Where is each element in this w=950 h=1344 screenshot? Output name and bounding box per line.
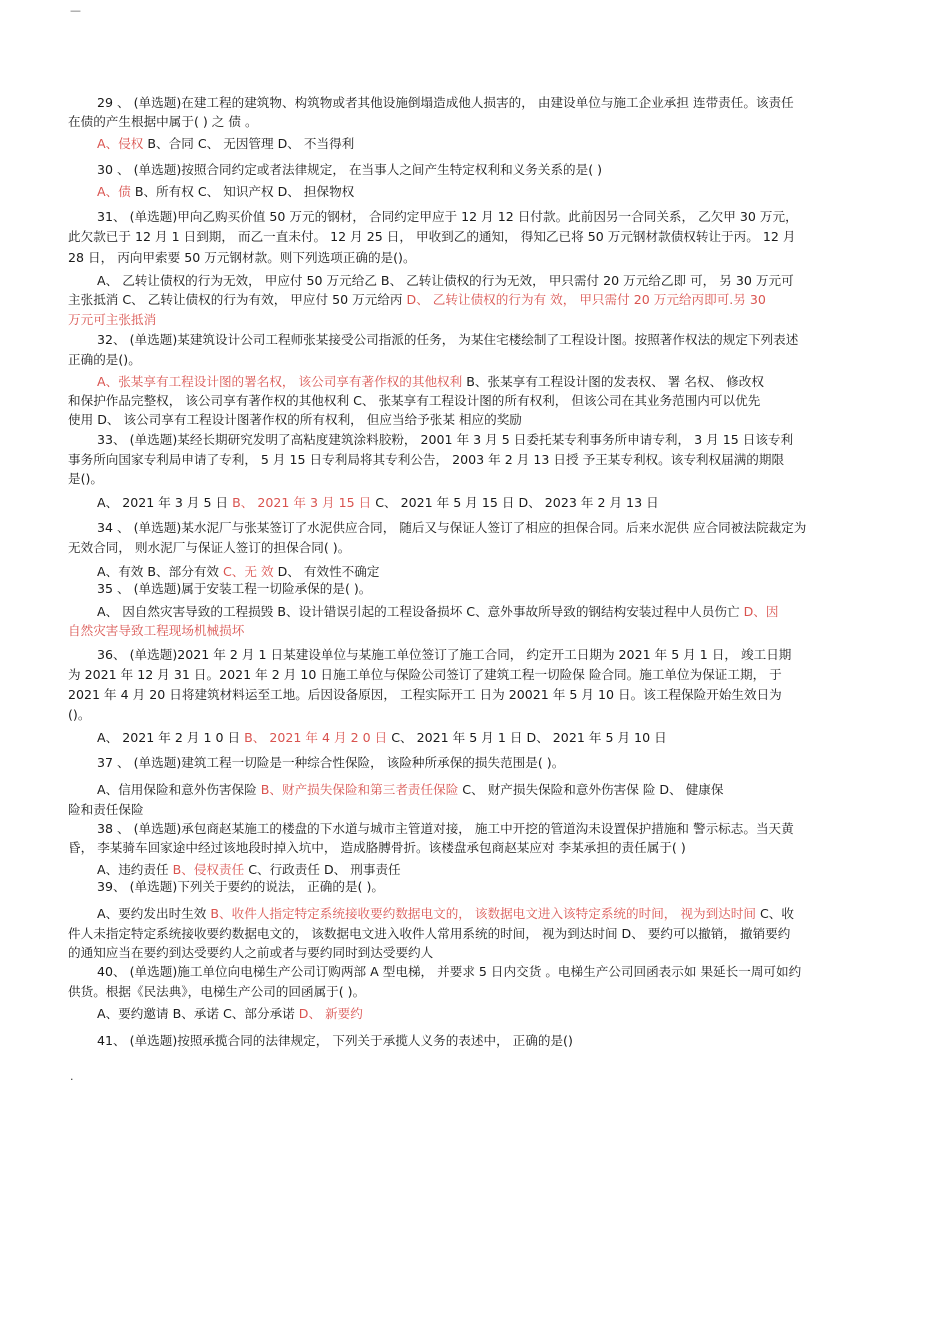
text-segment: 38 、 (单选题)承包商赵某施工的楼盘的下水道与城市主管道对接， 施工中开挖的管道沟未设置保护措施和 警示标志。当天黄 [97,821,794,836]
text-segment: C、收 [755,906,794,921]
text-line [68,838,686,858]
answer-highlight: D、因 [743,604,779,619]
text-segment: A、 2021 年 3 月 5 日 [97,495,233,510]
text-line [97,602,778,622]
text-segment: 28 日， 丙向甲索要 50 万元钢材款。则下列选项正确的是()。 [68,250,416,265]
text-segment: A、信用保险和意外伤害保险 [97,782,261,797]
text-line [68,538,350,558]
text-line [97,271,794,291]
text-segment: B、所有权 C、 知识产权 D、 担保物权 [130,184,355,199]
text-line [97,93,794,113]
text-segment: C、 财产损失保险和意外伤害保 险 D、 健康保 [458,782,724,797]
text-line [97,330,798,350]
answer-highlight: A、侵权 [97,136,144,151]
text-line [97,645,791,665]
text-segment: 37 、 (单选题)建筑工程一切险是一种综合性保险， 该险种所承保的损失范围是( )。 [97,755,565,770]
text-segment: 正确的是()。 [68,352,141,367]
text-segment: 36、 (单选题)2021 年 2 月 1 日某建设单位与某施工单位签订了施工合同， 约定开工日期为 2021 年 5 月 1 日， 竣工日期 [97,647,792,662]
answer-highlight: B、 2021 年 3 月 15 日 [232,495,372,510]
text-line [97,372,764,392]
text-line [97,753,564,773]
text-line [68,248,416,268]
text-line [97,962,801,982]
text-line [97,493,659,513]
text-segment: 主张抵消 C、 乙转让债权的行为有效， 甲应付 50 万元给丙 [68,292,407,307]
text-line [68,227,796,247]
text-line [68,391,760,411]
text-segment: 41、 (单选题)按照承揽合同的法律规定， 下列关于承揽人义务的表述中， 正确的是() [97,1033,573,1048]
text-line [68,112,258,132]
answer-highlight: B、 2021 年 4 月 2 0 日 [244,730,388,745]
answer-highlight: C、无 效 [223,564,274,579]
text-segment: 使用 D、 该公司享有工程设计图著作权的所有权利， 但应当给予张某 相应的奖励 [68,412,522,427]
answer-highlight: 万元可主张抵消 [68,312,157,327]
text-segment: 事务所向国家专利局申请了专利， 5 月 15 日专利局将其专利公告， 2003 年 2 月 13 日授 予王某专利权。该专利权届满的期限 [68,452,785,467]
text-segment: A、违约责任 [97,862,173,877]
text-segment: 32、 (单选题)某建筑设计公司工程师张某接受公司指派的任务， 为某住宅楼绘制了工程设计图。按照著作权法的规定下列表述 [97,332,799,347]
text-segment: C、 2021 年 5 月 15 日 D、 2023 年 2 月 13 日 [371,495,659,510]
answer-highlight: D、 乙转让债权的行为有 效， 甲只需付 20 万元给丙即可.另 30 [406,292,766,307]
text-line [68,982,365,1002]
text-segment: B、合同 C、 无因管理 D、 不当得利 [143,136,355,151]
text-line [97,1031,573,1051]
text-segment: 的通知应当在要约到达受要约人之前或者与要约同时到达受要约人 [68,945,434,960]
text-line [97,160,602,180]
text-segment: 供货。根据《民法典》，电梯生产公司的回函属于( )。 [68,984,366,999]
text-segment: 昏， 李某骑车回家途中经过该地段时掉入坑中， 造成胳膊骨折。该楼盘承包商赵某应对 李某承担的责任属于( ) [68,840,686,855]
text-line [97,579,371,599]
answer-highlight: A、债 [97,184,131,199]
text-segment: 此欠款已于 12 月 1 日到期， 而乙一直未付。 12 月 25 日， 甲收到乙的通知， 得知乙已将 50 万元钢材款债权转让于丙。 12 月 [68,229,796,244]
text-line [68,450,784,470]
text-segment: 和保护作品完整权， 该公司享有著作权的其他权利 C、 张某享有工程设计图的所有权利， 但该公司在其业务范围内可以优先 [68,393,761,408]
text-segment: 2021 年 4 月 20 日将建筑材料运至工地。后因设备原因， 工程实际开工 日为 20021 年 5 月 10 日。该工程保险开始生效日为 [68,687,782,702]
text-segment: 件人未指定特定系统接收要约数据电文的， 该数据电文进入收件人常用系统的时间， 视为到达时间 D、 要约可以撤销， 撤销要约 [68,926,791,941]
text-line [97,728,667,748]
text-line [97,430,793,450]
text-segment: C、行政责任 D、 刑事责任 [244,862,401,877]
text-segment: 险和责任保险 [68,802,144,817]
answer-highlight: 自然灾害导致工程现场机械损坏 [68,623,245,638]
text-segment: A、 2021 年 2 月 1 0 日 [97,730,245,745]
text-segment: B、张某享有工程设计图的发表权、 署 名权、 修改权 [462,374,764,389]
answer-highlight: B、财产损失保险和第三者责任保险 [260,782,459,797]
text-line [68,621,244,641]
answer-highlight: D、 新要约 [298,1006,363,1021]
answer-highlight: B、收件人指定特定系统接收要约数据电文的， 该数据电文进入该特定系统的时间， 视为到达时间 [210,906,756,921]
text-line [97,182,354,202]
text-segment: 34 、 (单选题)某水泥厂与张某签订了水泥供应合同， 随后又与保证人签订了相应的担保合同。后来水泥供 应合同被法院裁定为 [97,520,807,535]
text-segment: A、要约邀请 B、承诺 C、部分承诺 [97,1006,299,1021]
text-segment: A、 因自然灾害导致的工程损毁 B、设计错误引起的工程设备损坏 C、意外事故所导致的钢结构安装过程中人员伤亡 [97,604,744,619]
answer-highlight: B、侵权责任 [172,862,245,877]
text-line [68,685,782,705]
text-line [68,350,141,370]
text-line [97,780,724,800]
text-line [68,705,90,725]
text-segment: 35 、 (单选题)属于安装工程一切险承保的是( )。 [97,581,372,596]
text-segment: 40、 (单选题)施工单位向电梯生产公司订购两部 A 型电梯， 并要求 5 日内交货 。电梯生产公司回函表示如 果延长一周可如约 [97,964,802,979]
text-segment: 31、 (单选题)甲向乙购买价值 50 万元的钢材， 合同约定甲应于 12 月 12 日付款。此前因另一合同关系， 乙欠甲 30 万元， [97,209,798,224]
text-segment: C、 2021 年 5 月 1 日 D、 2021 年 5 月 10 日 [387,730,667,745]
text-line [68,924,790,944]
text-segment: 无效合同， 则水泥厂与保证人签订的担保合同( )。 [68,540,351,555]
corner-mark: — [70,4,81,17]
text-segment: A、 乙转让债权的行为无效， 甲应付 50 万元给乙 B、 乙转让债权的行为无效， 甲只需付 20 万元给乙即 可， 另 30 万元可 [97,273,794,288]
text-line [68,800,144,820]
text-line [97,207,798,227]
text-line [97,1004,363,1024]
text-segment: D、 有效性不确定 [273,564,380,579]
text-segment: 是()。 [68,471,104,486]
text-segment: 33、 (单选题)某经长期研究发明了高粘度建筑涂料胶粉， 2001 年 3 月 5 日委托某专利事务所申请专利， 3 月 15 日该专利 [97,432,794,447]
text-line [68,943,433,963]
text-line [68,410,522,430]
text-segment: 为 2021 年 12 月 31 日。2021 年 2 月 10 日施工单位与保险公司签订了建筑工程一切险保 险合同。施工单位为保证工期， 于 [68,667,782,682]
text-line [97,819,794,839]
text-segment: ()。 [68,707,91,722]
text-line [97,134,354,154]
text-segment: A、有效 B、部分有效 [97,564,224,579]
footer-dot: . [70,1070,74,1083]
text-line [97,518,806,538]
text-segment: 39、 (单选题)下列关于要约的说法， 正确的是( )。 [97,879,384,894]
answer-highlight: A、张某享有工程设计图的署名权， 该公司享有著作权的其他权利 [97,374,463,389]
text-segment: 在债的产生根据中属于( ) 之 债 。 [68,114,258,129]
text-line [68,310,156,330]
text-segment: A、要约发出时生效 [97,906,211,921]
text-line [97,877,384,897]
text-segment: 30 、 (单选题)按照合同约定或者法律规定， 在当事人之间产生特定权利和义务关系的是( ) [97,162,603,177]
text-line [68,665,782,685]
text-segment: 29 、 (单选题)在建工程的建筑物、构筑物或者其他设施倒塌造成他人损害的， 由建设单位与施工企业承担 连带责任。该责任 [97,95,794,110]
text-line [68,290,766,310]
text-line [97,904,794,924]
text-line [68,469,103,489]
